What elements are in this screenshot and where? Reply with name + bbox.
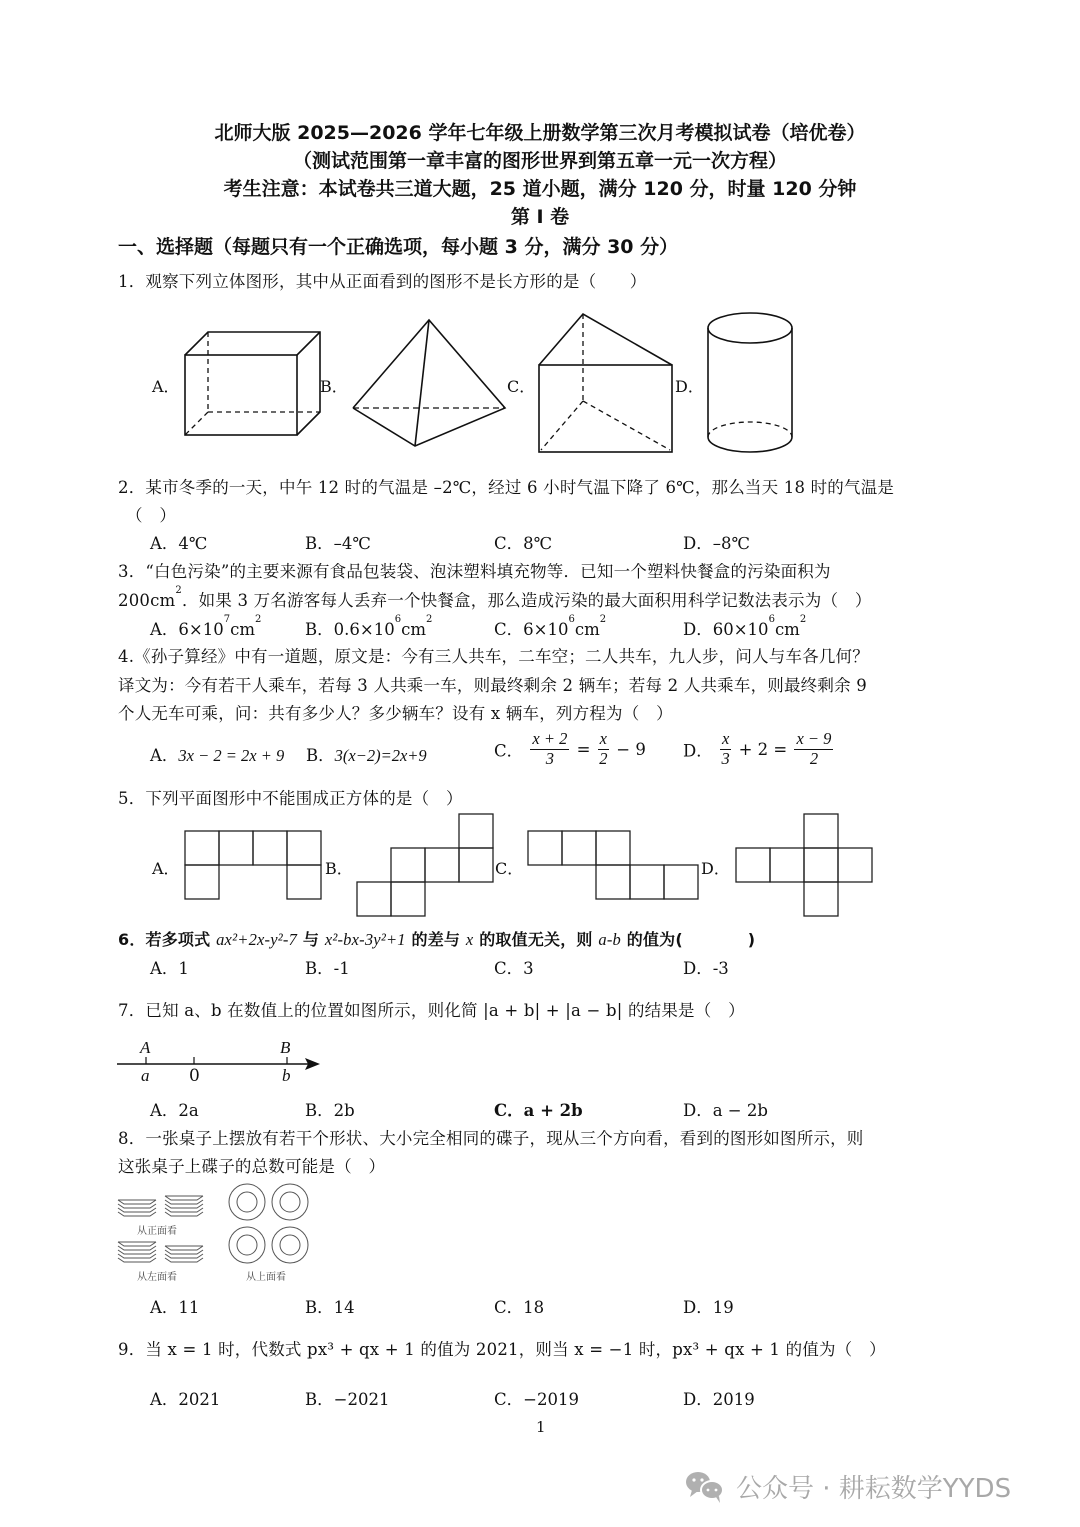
q6-tail: 的值为( ) (621, 930, 756, 949)
q2-option-d[interactable]: D．–8℃ (683, 534, 750, 553)
q4-option-a-label: A． (150, 746, 179, 765)
q4-c-tail: − 9 (616, 739, 646, 759)
q3-option-b-unit: cm (401, 620, 426, 639)
caption-top-view: 从上面看 (246, 1272, 286, 1283)
q8-option-c[interactable]: C．18 (494, 1298, 545, 1317)
watermark-text: 公众号 · 耕耘数学YYDS (736, 1474, 1012, 1504)
q4-stem-line3: 个人无车可乘，问：共有多少人？多少辆车？设有 x 辆车，列方程为（ ） (118, 704, 673, 723)
exam-title: 北师大版 2025—2026 学年七年级上册数学第三次月考模拟试卷（培优卷） (214, 122, 866, 144)
q4-c-equals: = (576, 739, 591, 759)
q3-option-c-label: C． (494, 620, 524, 639)
q8-stem-line2: 这张桌子上碟子的总数可能是（ ） (118, 1157, 386, 1176)
q6-var: x (465, 930, 474, 949)
q9-option-c[interactable]: C．−2019 (494, 1390, 579, 1409)
q7-option-c[interactable]: C．a + 2b (494, 1101, 583, 1120)
label-a: a (141, 1066, 150, 1085)
q7-option-a[interactable]: A．2a (150, 1101, 199, 1120)
q3-option-a-label: A． (150, 620, 179, 639)
q2-stem-line2: （ ） (126, 506, 177, 525)
q3-option-b-unit-exp: 2 (425, 614, 433, 625)
q4-option-a-equation: 3x − 2 = 2x + 9 (178, 746, 285, 765)
q5-stem: 5．下列平面图形中不能围成正方体的是（ ） (118, 789, 463, 808)
q6-poly2: x²-bx-3y²+1 (324, 930, 406, 949)
q3-option-d-coef: 60×10 (712, 620, 769, 639)
q3-area-exp: 2 (175, 585, 182, 596)
q6-option-b[interactable]: B．-1 (305, 959, 350, 978)
q4-c-fraction-2: $\frac{x}{2}$ (599, 729, 608, 768)
q3-option-b-exp: 6 (394, 614, 402, 625)
q4-option-d-label: D． (683, 741, 713, 761)
q3-option-c-coef: 6×10 (523, 620, 569, 639)
q3-option-c-unit: cm (574, 620, 600, 639)
q3-option-a-unit: cm (230, 620, 256, 639)
q2-option-a[interactable]: A．4℃ (150, 534, 208, 553)
q6-poly1: ax²+2x-y²-7 (216, 930, 298, 949)
q5-option-a[interactable]: A． (152, 859, 180, 878)
q3-area-value: 200cm (118, 591, 176, 610)
q3-option-d-label: D． (683, 620, 713, 639)
q3-option-d-exp: 6 (768, 614, 775, 625)
exam-scope: （测试范围第一章丰富的图形世界到第五章一元一次方程） (292, 150, 787, 172)
q1-option-c[interactable]: C． (507, 377, 536, 396)
q4-stem-line1: 4.《孙子算经》中有一道题，原文是：今有三人共车，二车空；二人共车，九人步，问人与车各几何？ (118, 647, 869, 666)
q8-option-d[interactable]: D．19 (683, 1298, 734, 1317)
volume-heading: 第 I 卷 (510, 206, 570, 228)
label-zero: 0 (189, 1066, 200, 1086)
q5-option-c[interactable]: C． (495, 859, 524, 878)
q3-option-a-exp: 7 (223, 614, 231, 625)
q1-option-b[interactable]: B． (320, 377, 348, 396)
exam-notice: 考生注意：本试卷共三道大题，25 道小题，满分 120 分，时量 120 分钟 (223, 178, 857, 200)
q6-option-a[interactable]: A．1 (150, 959, 189, 978)
point-B-label: B (280, 1038, 291, 1057)
q3-option-a-coef: 6×10 (178, 620, 224, 639)
q7-option-b[interactable]: B．2b (305, 1101, 355, 1120)
q3-stem-line1: 3．“白色污染”的主要来源有食品包装袋、泡沫塑料填充物等．已知一个塑料快餐盒的污染面积为 (118, 562, 831, 581)
q4-d-fraction-2: $\frac{x - 9}{2}$ (796, 729, 832, 768)
q3-option-b-coef: 0.6×10 (333, 620, 395, 639)
q3-option-b-label: B． (305, 620, 334, 639)
q6-mid3: 的取值无关，则 (473, 930, 599, 949)
q5-option-b[interactable]: B． (325, 859, 353, 878)
q6-prefix: 6．若多项式 (118, 930, 217, 949)
q1-option-d[interactable]: D． (675, 377, 704, 396)
q8-stem-line1: 8．一张桌子上摆放有若干个形状、大小完全相同的碟子，现从三个方向看，看到的图形如图所示，则 (118, 1129, 864, 1148)
q3-stem-rest: ．如果 3 万名游客每人丢弃一个快餐盒，那么造成污染的最大面积用科学记数法表示为（ ） (181, 591, 872, 610)
q3-option-c-unit-exp: 2 (599, 614, 607, 625)
point-A-label: A (140, 1038, 151, 1057)
caption-left-view: 从左面看 (137, 1272, 177, 1283)
q4-d-mid: + 2 = (738, 739, 788, 759)
q2-option-b[interactable]: B．–4℃ (305, 534, 371, 553)
q9-option-d[interactable]: D．2019 (683, 1390, 755, 1409)
label-b: b (282, 1066, 291, 1085)
q4-option-b-equation: 3(x−2)=2x+9 (334, 746, 427, 765)
q4-d-fraction-1: $\frac{x}{3}$ (721, 729, 730, 768)
q2-stem-line1: 2．某市冬季的一天，中午 12 时的气温是 –2℃，经过 6 小时气温下降了 6℃，那么当天 18 时的气温是 (118, 478, 895, 497)
q9-stem: 9．当 x = 1 时，代数式 px³ + qx + 1 的值为 2021，则当 x = −1 时，px³ + qx + 1 的值为（ ） (118, 1340, 886, 1359)
q4-option-b-label: B． (306, 746, 335, 765)
q5-option-d[interactable]: D． (701, 859, 730, 878)
q8-option-a[interactable]: A．11 (150, 1298, 200, 1317)
q8-option-b[interactable]: B．14 (305, 1298, 355, 1317)
q9-option-a[interactable]: A．2021 (150, 1390, 221, 1409)
q6-option-d[interactable]: D．-3 (683, 959, 729, 978)
caption-front-view: 从正面看 (137, 1226, 177, 1237)
q4-option-c-label: C． (494, 741, 524, 761)
q3-option-d-unit: cm (774, 620, 800, 639)
section-heading: 一、选择题（每题只有一个正确选项，每小题 3 分，满分 30 分） (118, 236, 679, 258)
q9-option-b[interactable]: B．−2021 (305, 1390, 390, 1409)
q3-option-d-unit-exp: 2 (799, 614, 807, 625)
q7-stem: 7．已知 a、b 在数值上的位置如图所示，则化简 |a + b| + |a − b| 的结果是（ ） (118, 1001, 745, 1020)
page-number: 1 (536, 1418, 546, 1436)
q2-option-c[interactable]: C．8℃ (494, 534, 553, 553)
q1-stem: 1．观察下列立体图形，其中从正面看到的图形不是长方形的是（ ） (118, 272, 647, 291)
q1-option-a[interactable]: A． (152, 377, 180, 396)
q6-mid: 与 (297, 930, 325, 949)
q4-stem-line2: 译文为：今有若干人乘车，若每 3 人共乘一车，则最终剩余 2 辆车；若每 2 人共乘车，则最终剩余 9 (118, 676, 867, 695)
q3-option-a-unit-exp: 2 (255, 614, 262, 625)
q3-option-c-exp: 6 (568, 614, 575, 625)
q4-c-fraction-1: $\frac{x + 2}{3}$ (532, 729, 568, 768)
q6-expr: a-b (598, 930, 622, 949)
q7-option-d[interactable]: D．a − 2b (683, 1101, 768, 1120)
q6-option-c[interactable]: C．3 (494, 959, 534, 978)
q6-mid2: 的差与 (405, 930, 466, 949)
